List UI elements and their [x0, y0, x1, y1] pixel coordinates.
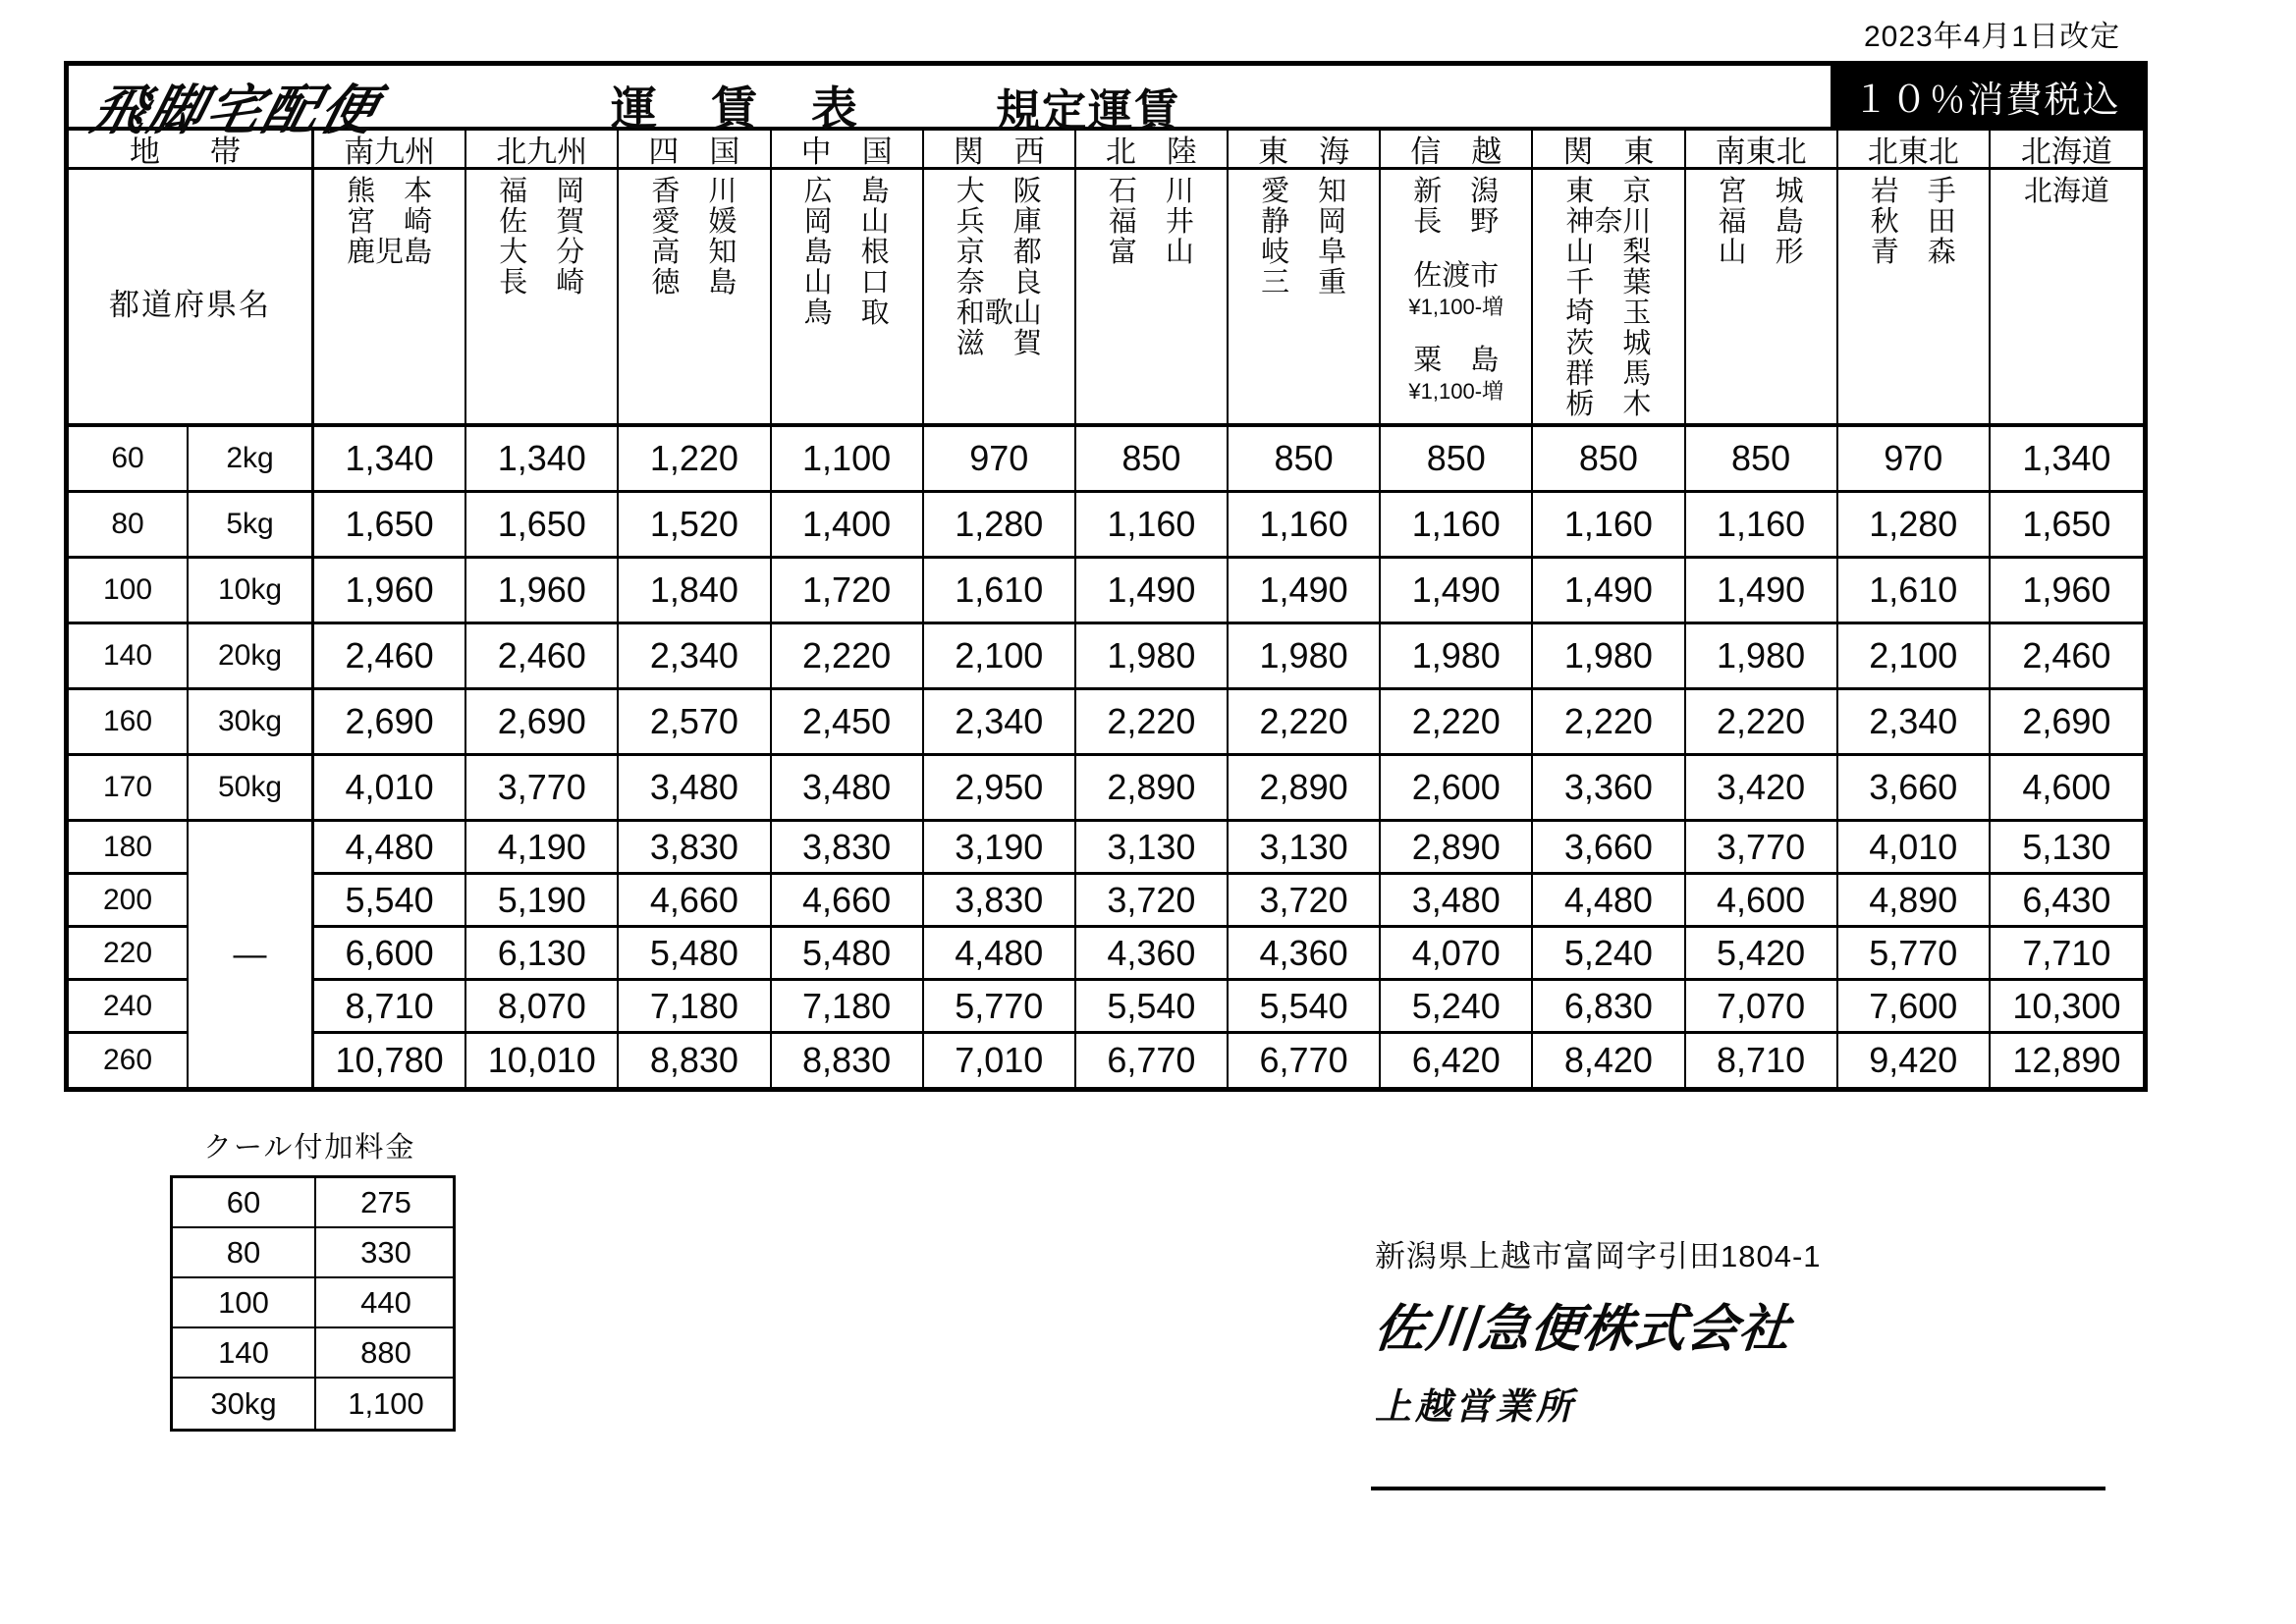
cool-fee-cell: 880: [316, 1328, 456, 1379]
fare-cell: 3,720: [1229, 875, 1381, 928]
fare-cell: 8,070: [466, 981, 619, 1034]
fare-cell: 1,490: [1381, 559, 1533, 624]
fare-cell: 1,220: [619, 427, 771, 493]
fare-cell: 1,980: [1381, 624, 1533, 690]
fare-cell: 4,480: [924, 928, 1076, 981]
fare-cell: 1,650: [466, 493, 619, 559]
pref-line: 大 阪: [956, 176, 1042, 207]
fare-cell: 1,340: [1991, 427, 2143, 493]
region-header: 四 国: [619, 131, 771, 170]
fare-cell: 1,650: [1991, 493, 2143, 559]
pref-line: 福 島: [1718, 206, 1804, 238]
fare-cell: 3,660: [1838, 756, 1991, 822]
pref-line: 茨 城: [1565, 328, 1652, 359]
fare-cell: 6,430: [1991, 875, 2143, 928]
pref-line: 徳 島: [651, 267, 738, 298]
pref-line: 島 根: [803, 237, 890, 268]
fare-cell: 3,830: [924, 875, 1076, 928]
fare-cell: 1,490: [1076, 559, 1229, 624]
fare-cell: 5,540: [1229, 981, 1381, 1034]
fare-cell: 7,010: [924, 1034, 1076, 1087]
fare-cell: 4,190: [466, 822, 619, 875]
fare-cell: 3,830: [619, 822, 771, 875]
size-cell: 160: [69, 690, 189, 756]
pref-line: 山 口: [803, 267, 890, 298]
fare-cell: 3,480: [1381, 875, 1533, 928]
pref-line: 岡 山: [803, 206, 890, 238]
fare-cell: 4,600: [1991, 756, 2143, 822]
fare-cell: 4,010: [314, 756, 466, 822]
tax-badge: １０％消費税込: [1831, 66, 2143, 127]
fare-cell: 2,220: [1533, 690, 1685, 756]
fare-cell: 3,480: [619, 756, 771, 822]
pref-list: [924, 170, 1076, 427]
region-header: 信 越: [1381, 131, 1533, 170]
table-title: 運 賃 表: [611, 82, 861, 135]
fare-cell: 2,220: [1381, 690, 1533, 756]
fare-cell: 8,420: [1533, 1034, 1685, 1087]
fare-cell: 850: [1076, 427, 1229, 493]
region-header: 東 海: [1229, 131, 1381, 170]
table-subtitle: 規定運賃: [996, 85, 1181, 135]
fare-cell: 9,420: [1838, 1034, 1991, 1087]
cool-fee-cell: 440: [316, 1278, 456, 1328]
fare-cell: 850: [1381, 427, 1533, 493]
office-name: 上越営業所: [1375, 1386, 1576, 1427]
pref-label-cell: 都道府県名: [69, 170, 314, 427]
fare-cell: 7,070: [1686, 981, 1838, 1034]
cool-surcharge-grid: [170, 1175, 456, 1432]
weight-cell: 5kg: [189, 493, 314, 559]
fare-cell: 2,340: [1838, 690, 1991, 756]
fare-cell: 2,100: [1838, 624, 1991, 690]
region-header: 関 東: [1533, 131, 1685, 170]
region-header: 北海道: [1991, 131, 2143, 170]
pref-list: [1533, 170, 1685, 427]
fare-cell: 2,600: [1381, 756, 1533, 822]
fare-cell: 1,100: [772, 427, 924, 493]
fare-cell: 1,980: [1533, 624, 1685, 690]
pref-line: 北海道: [2023, 176, 2109, 207]
fare-cell: 6,770: [1076, 1034, 1229, 1087]
fare-cell: 1,980: [1076, 624, 1229, 690]
size-cell: 60: [69, 427, 189, 493]
pref-line: 石 川: [1108, 176, 1194, 207]
fare-cell: 10,010: [466, 1034, 619, 1087]
fare-cell: 2,220: [1229, 690, 1381, 756]
fare-cell: 1,160: [1533, 493, 1685, 559]
pref-list: [314, 170, 466, 427]
pref-line: 宮 城: [1718, 176, 1804, 207]
fare-cell: 8,710: [1686, 1034, 1838, 1087]
fare-cell: 6,420: [1381, 1034, 1533, 1087]
pref-line: 山 形: [1718, 237, 1804, 268]
cool-surcharge-section: [170, 1125, 456, 1432]
fare-cell: 2,690: [1991, 690, 2143, 756]
fare-cell: 8,830: [772, 1034, 924, 1087]
fare-cell: 4,600: [1686, 875, 1838, 928]
size-cell: 240: [69, 981, 189, 1034]
signature-line: [1371, 1487, 2105, 1490]
pref-line: 栃 木: [1565, 389, 1652, 420]
fare-cell: 10,780: [314, 1034, 466, 1087]
zone-label: 地 帯: [69, 131, 314, 170]
cool-surcharge-title: クール付加料金: [203, 1132, 416, 1164]
pref-line: 宮 崎: [347, 206, 433, 238]
fare-cell: 6,600: [314, 928, 466, 981]
fare-cell: 1,610: [924, 559, 1076, 624]
pref-line: 香 川: [651, 176, 738, 207]
region-header: 中 国: [772, 131, 924, 170]
fare-cell: 2,890: [1381, 822, 1533, 875]
fare-cell: 4,360: [1229, 928, 1381, 981]
pref-line: 滋 賀: [956, 328, 1042, 359]
pref-line: 福 岡: [499, 176, 585, 207]
pref-line: 愛 媛: [651, 206, 738, 238]
size-cell: 180: [69, 822, 189, 875]
fare-cell: 2,220: [1076, 690, 1229, 756]
size-cell: 80: [69, 493, 189, 559]
fare-cell: 4,360: [1076, 928, 1229, 981]
pref-line: 神奈川: [1565, 206, 1652, 238]
cool-fee-cell: 275: [316, 1178, 456, 1228]
region-header: 北九州: [466, 131, 619, 170]
pref-list: [772, 170, 924, 427]
office-info: [1371, 1231, 1822, 1430]
fare-cell: 3,770: [1686, 822, 1838, 875]
fare-cell: 7,710: [1991, 928, 2143, 981]
service-logo: 飛脚宅配便: [85, 80, 386, 140]
fare-cell: 7,180: [619, 981, 771, 1034]
pref-list: [1838, 170, 1991, 427]
fare-cell: 5,190: [466, 875, 619, 928]
pref-line: 千 葉: [1565, 267, 1652, 298]
fare-cell: 1,490: [1533, 559, 1685, 624]
fare-cell: 4,070: [1381, 928, 1533, 981]
fare-cell: 8,830: [619, 1034, 771, 1087]
fare-cell: 2,570: [619, 690, 771, 756]
fare-grid: [69, 131, 2143, 1087]
pref-line: 長 崎: [499, 267, 585, 298]
fare-cell: 1,840: [619, 559, 771, 624]
region-header: 関 西: [924, 131, 1076, 170]
revision-date: 2023年4月1日改定: [1864, 21, 2121, 53]
pref-list: [1381, 170, 1533, 427]
fare-cell: 970: [1838, 427, 1991, 493]
fare-cell: 1,960: [314, 559, 466, 624]
fare-cell: 2,460: [466, 624, 619, 690]
pref-line: 新 潟: [1413, 176, 1500, 207]
fare-cell: 6,830: [1533, 981, 1685, 1034]
fare-cell: 5,420: [1686, 928, 1838, 981]
size-cell: 140: [69, 624, 189, 690]
weight-cell: 10kg: [189, 559, 314, 624]
fare-cell: 850: [1686, 427, 1838, 493]
cool-size-cell: 140: [173, 1328, 316, 1379]
fare-cell: 1,160: [1686, 493, 1838, 559]
pref-line: 山 梨: [1565, 237, 1652, 268]
fare-cell: 2,340: [924, 690, 1076, 756]
fare-cell: 3,360: [1533, 756, 1685, 822]
pref-line: 和歌山: [956, 298, 1042, 329]
office-address: 新潟県上越市富岡字引田1804-1: [1375, 1239, 1822, 1273]
pref-line: 福 井: [1108, 206, 1194, 238]
pref-line: 東 京: [1565, 176, 1652, 207]
fare-cell: 6,130: [466, 928, 619, 981]
fare-cell: 7,600: [1838, 981, 1991, 1034]
fare-cell: 2,890: [1076, 756, 1229, 822]
pref-line: 兵 庫: [956, 206, 1042, 238]
pref-line: ¥1,100-増: [1408, 379, 1504, 404]
weight-cell: 2kg: [189, 427, 314, 493]
cool-size-cell: 80: [173, 1228, 316, 1278]
fare-cell: 1,160: [1076, 493, 1229, 559]
fare-cell: 1,720: [772, 559, 924, 624]
fare-cell: 5,770: [924, 981, 1076, 1034]
pref-line: 群 馬: [1565, 358, 1652, 390]
fare-cell: 5,130: [1991, 822, 2143, 875]
size-cell: 220: [69, 928, 189, 981]
weight-dash-cell: —: [189, 822, 314, 1087]
company-name: 佐川急便株式会社: [1371, 1301, 1794, 1358]
weight-cell: 20kg: [189, 624, 314, 690]
fare-table-sheet: [64, 61, 2148, 1092]
size-cell: 260: [69, 1034, 189, 1087]
fare-cell: 2,890: [1229, 756, 1381, 822]
fare-cell: 1,960: [1991, 559, 2143, 624]
fare-cell: 5,480: [619, 928, 771, 981]
pref-line: 富 山: [1108, 237, 1194, 268]
pref-line: 青 森: [1870, 237, 1956, 268]
fare-cell: 4,660: [619, 875, 771, 928]
fare-cell: 4,890: [1838, 875, 1991, 928]
fare-cell: 4,480: [1533, 875, 1685, 928]
fare-cell: 1,340: [466, 427, 619, 493]
fare-cell: 5,770: [1838, 928, 1991, 981]
fare-cell: 4,660: [772, 875, 924, 928]
fare-cell: 1,610: [1838, 559, 1991, 624]
fare-cell: 850: [1229, 427, 1381, 493]
fare-cell: 1,650: [314, 493, 466, 559]
region-header: 南九州: [314, 131, 466, 170]
fare-cell: 4,010: [1838, 822, 1991, 875]
pref-line: 愛 知: [1261, 176, 1347, 207]
pref-list: [466, 170, 619, 427]
fare-cell: 1,980: [1229, 624, 1381, 690]
pref-line: 佐 賀: [499, 206, 585, 238]
fare-cell: 10,300: [1991, 981, 2143, 1034]
pref-line: 佐渡市: [1413, 260, 1500, 292]
fare-cell: 5,240: [1381, 981, 1533, 1034]
pref-line: 秋 田: [1870, 206, 1956, 238]
fare-cell: 1,980: [1686, 624, 1838, 690]
fare-cell: 2,450: [772, 690, 924, 756]
fare-cell: 850: [1533, 427, 1685, 493]
cool-fee-cell: 330: [316, 1228, 456, 1278]
cool-fee-cell: 1,100: [348, 1385, 424, 1421]
fare-cell: 1,160: [1229, 493, 1381, 559]
fare-cell: 1,280: [1838, 493, 1991, 559]
pref-line: 熊 本: [347, 176, 433, 207]
pref-line: 岩 手: [1870, 176, 1956, 207]
pref-line: 奈 良: [956, 267, 1042, 298]
pref-line: 大 分: [499, 237, 585, 268]
fare-cell: 5,480: [772, 928, 924, 981]
fare-cell: 2,100: [924, 624, 1076, 690]
region-header: 北東北: [1838, 131, 1991, 170]
size-cell: 200: [69, 875, 189, 928]
fare-cell: 2,460: [1991, 624, 2143, 690]
weight-cell: 50kg: [189, 756, 314, 822]
fare-cell: 1,280: [924, 493, 1076, 559]
fare-cell: 5,240: [1533, 928, 1685, 981]
region-header: 北 陸: [1076, 131, 1229, 170]
fare-cell: 4,480: [314, 822, 466, 875]
cool-size-cell: 60: [173, 1178, 316, 1228]
pref-line: 三 重: [1261, 267, 1347, 298]
size-cell: 170: [69, 756, 189, 822]
fare-cell: 7,180: [772, 981, 924, 1034]
pref-list: [1991, 170, 2143, 427]
table-header-band: [69, 66, 2143, 140]
fare-cell: 1,490: [1229, 559, 1381, 624]
pref-list: [1686, 170, 1838, 427]
fare-cell: 6,770: [1229, 1034, 1381, 1087]
fare-cell: 8,710: [314, 981, 466, 1034]
fare-cell: 3,130: [1229, 822, 1381, 875]
fare-cell: 2,220: [772, 624, 924, 690]
cool-size-cell: 30kg: [173, 1379, 316, 1429]
pref-list: [619, 170, 771, 427]
fare-cell: 2,950: [924, 756, 1076, 822]
fare-cell: 970: [924, 427, 1076, 493]
fare-cell: 3,830: [772, 822, 924, 875]
fare-cell: 2,220: [1686, 690, 1838, 756]
fare-cell: 1,160: [1381, 493, 1533, 559]
pref-line: 鹿児島: [347, 237, 433, 268]
pref-line: 静 岡: [1261, 206, 1347, 238]
region-header: 南東北: [1686, 131, 1838, 170]
pref-line: 埼 玉: [1565, 298, 1652, 329]
fare-cell: 3,770: [466, 756, 619, 822]
fare-cell: 1,400: [772, 493, 924, 559]
fare-cell: 5,540: [1076, 981, 1229, 1034]
fare-cell: 1,490: [1686, 559, 1838, 624]
size-cell: 100: [69, 559, 189, 624]
weight-cell: 30kg: [189, 690, 314, 756]
fare-cell: 3,130: [1076, 822, 1229, 875]
pref-line: 岐 阜: [1261, 237, 1347, 268]
pref-line: 京 都: [956, 237, 1042, 268]
fare-cell: 3,480: [772, 756, 924, 822]
fare-cell: 2,690: [466, 690, 619, 756]
fare-cell: 3,190: [924, 822, 1076, 875]
fare-cell: 3,660: [1533, 822, 1685, 875]
pref-list: [1076, 170, 1229, 427]
fare-cell: 1,960: [466, 559, 619, 624]
fare-cell: 1,340: [314, 427, 466, 493]
pref-line: 鳥 取: [803, 298, 890, 329]
pref-line: ¥1,100-増: [1408, 295, 1504, 319]
fare-cell: 2,460: [314, 624, 466, 690]
fare-cell: 2,690: [314, 690, 466, 756]
cool-size-cell: 100: [173, 1278, 316, 1328]
pref-list: [1229, 170, 1381, 427]
fare-cell: 12,890: [2012, 1040, 2121, 1080]
fare-cell: 2,340: [619, 624, 771, 690]
pref-line: 高 知: [651, 237, 738, 268]
fare-cell: 5,540: [314, 875, 466, 928]
pref-line: 長 野: [1413, 206, 1500, 238]
fare-cell: 1,520: [619, 493, 771, 559]
pref-line: 広 島: [803, 176, 890, 207]
pref-line: 粟 島: [1413, 345, 1500, 376]
fare-cell: 3,720: [1076, 875, 1229, 928]
fare-cell: 3,420: [1686, 756, 1838, 822]
